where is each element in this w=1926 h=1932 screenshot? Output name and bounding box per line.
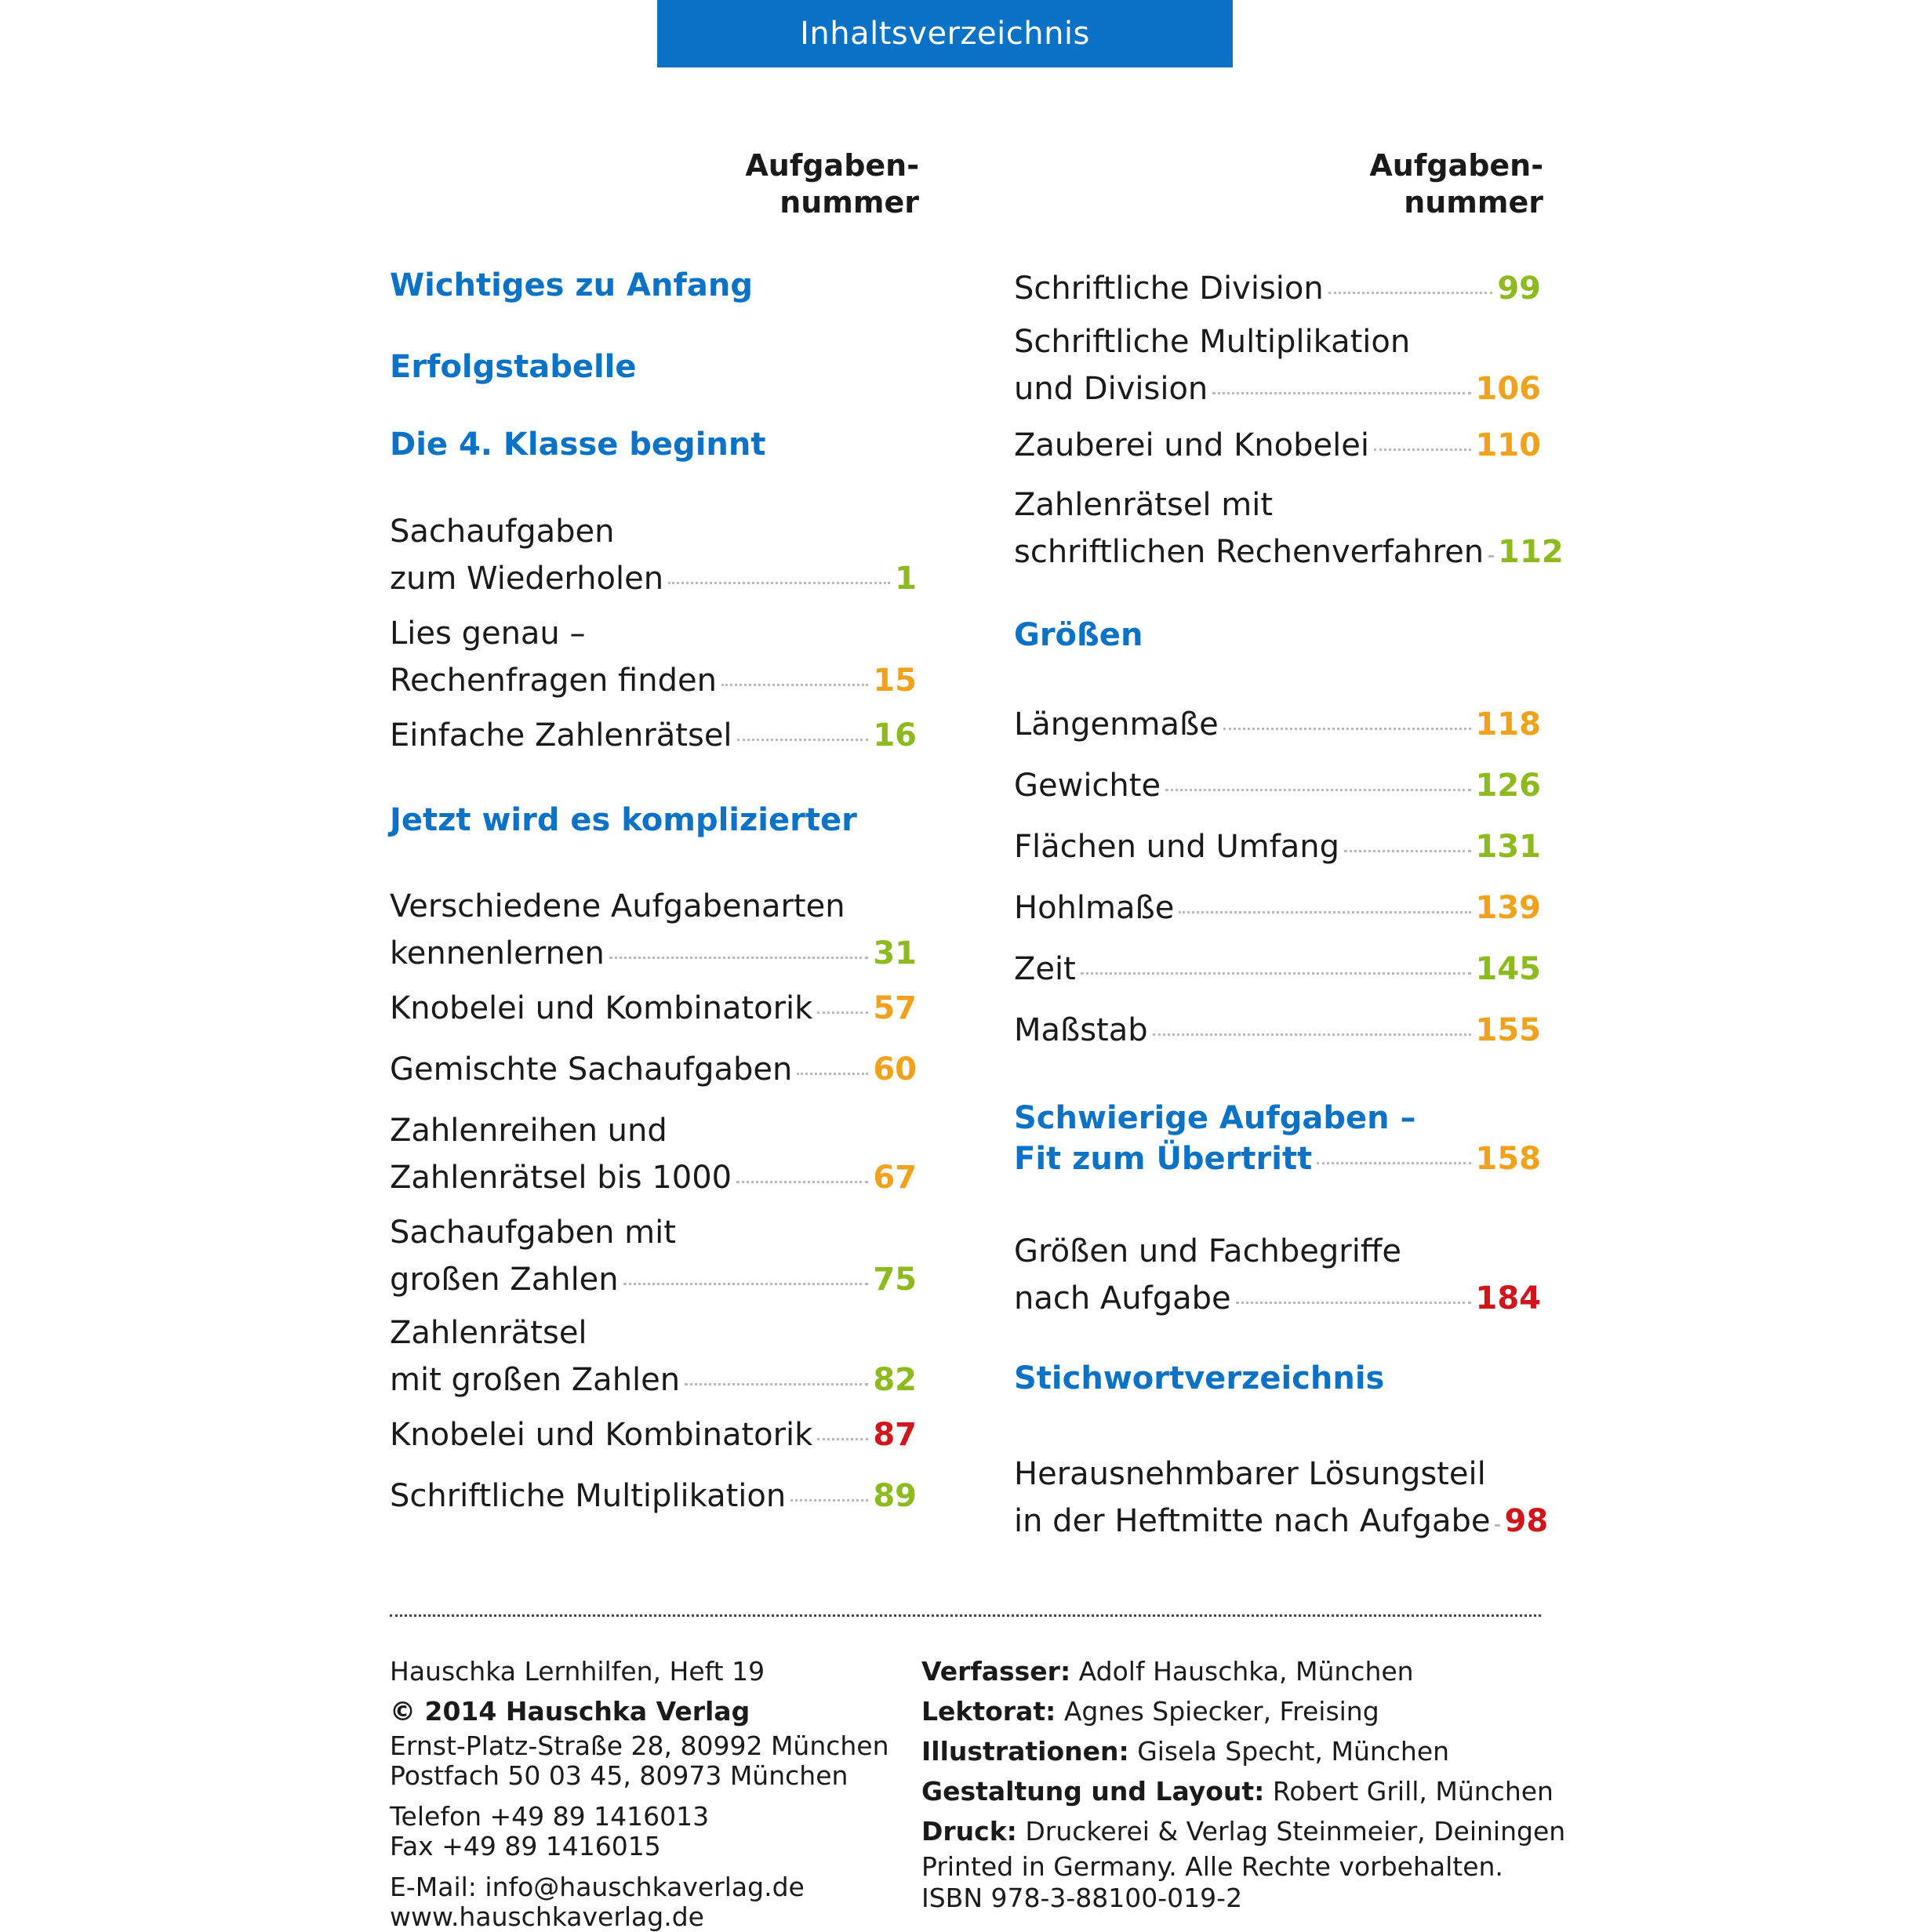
task-number: 57 xyxy=(873,990,917,1026)
toc-entry xyxy=(390,1107,917,1201)
fax-line: Fax +49 89 1416015 xyxy=(390,1831,661,1861)
entry-title: Längenmaße xyxy=(1014,706,1219,743)
toc-entry xyxy=(390,1209,917,1303)
footer-divider xyxy=(390,1614,1541,1617)
entry-row xyxy=(1014,265,1541,312)
section-heading: Jetzt wird es komplizierter xyxy=(390,802,857,838)
entry-row xyxy=(1014,762,1541,809)
task-number: 82 xyxy=(873,1362,917,1398)
toc-entry xyxy=(1014,1228,1541,1322)
entry-title: Gewichte xyxy=(1014,768,1161,804)
copyright-line: © 2014 Hauschka Verlag xyxy=(390,1696,750,1727)
entry-row xyxy=(390,555,917,602)
entry-row xyxy=(390,657,917,704)
page-banner: Inhaltsverzeichnis xyxy=(657,0,1233,67)
task-number: 87 xyxy=(873,1417,917,1453)
entry-title: Maßstab xyxy=(1014,1012,1148,1048)
entry-row xyxy=(390,930,917,977)
entry-row xyxy=(390,1046,917,1093)
entry-row xyxy=(390,712,917,759)
toc-entry xyxy=(1014,422,1541,469)
entry-row xyxy=(390,985,917,1032)
entry-title: nach Aufgabe xyxy=(1014,1280,1231,1316)
credits xyxy=(921,1651,1565,1914)
toc-entry xyxy=(390,1411,917,1458)
entry-row xyxy=(390,1473,917,1520)
task-number: 139 xyxy=(1475,890,1541,926)
left-column-header: Aufgaben- nummer xyxy=(745,148,919,220)
toc-entry xyxy=(390,883,917,977)
task-number: 16 xyxy=(873,717,917,754)
entry-title: schriftlichen Rechenverfahren xyxy=(1014,534,1484,570)
toc-entry xyxy=(1014,318,1541,412)
entry-title: Schriftliche Multiplikation xyxy=(390,1478,787,1514)
toc-entry xyxy=(1014,762,1541,809)
entry-title-line: Sachaufgaben xyxy=(390,514,615,550)
postbox-line: Postfach 50 03 45, 80973 München xyxy=(390,1760,849,1791)
entry-row xyxy=(1014,701,1541,748)
phone-line: Telefon +49 89 1416013 xyxy=(390,1801,710,1832)
section-heading-entry xyxy=(1014,1098,1541,1179)
dot-leader xyxy=(1236,1302,1471,1304)
task-number: 89 xyxy=(873,1478,917,1514)
credit-editor: Lektorat: Agnes Spiecker, Freising xyxy=(921,1696,1379,1727)
task-number: 1 xyxy=(895,561,917,597)
dot-leader xyxy=(1317,1162,1470,1164)
task-number: 67 xyxy=(873,1160,917,1196)
toc-entry xyxy=(1014,265,1541,312)
task-number: 75 xyxy=(873,1262,917,1298)
dot-leader xyxy=(1328,292,1493,294)
dot-leader xyxy=(817,1438,868,1440)
entry-title: mit großen Zahlen xyxy=(390,1362,681,1398)
entry-title: Flächen und Umfang xyxy=(1014,829,1340,865)
entry-title: Zeit xyxy=(1014,951,1076,987)
entry-row xyxy=(1014,946,1541,993)
credit-illustrations: Illustrationen: Gisela Specht, München xyxy=(921,1736,1450,1767)
toc-entry xyxy=(1014,946,1541,993)
entry-title-line: Zahlenrätsel xyxy=(390,1315,587,1351)
dot-leader xyxy=(790,1499,868,1502)
entry-title-line: Sachaufgaben mit xyxy=(390,1215,676,1251)
entry-title: Einfache Zahlenrätsel xyxy=(390,717,732,754)
credit-author: Verfasser: Adolf Hauschka, München xyxy=(921,1656,1414,1687)
section-heading: Die 4. Klasse beginnt xyxy=(390,427,766,463)
isbn-line: ISBN 978-3-88100-019-2 xyxy=(921,1883,1243,1913)
dot-leader xyxy=(737,739,869,741)
task-number: 155 xyxy=(1475,1012,1541,1048)
dot-leader xyxy=(797,1073,868,1075)
task-number: 31 xyxy=(873,935,917,971)
section-heading: Größen xyxy=(1014,617,1143,653)
entry-title: Knobelei und Kombinatorik xyxy=(390,1417,813,1453)
dot-leader xyxy=(668,582,890,584)
entry-row xyxy=(390,1356,917,1404)
entry-title-line: Zahlenreihen und xyxy=(390,1113,667,1149)
dot-leader xyxy=(1179,911,1470,913)
website-line: www.hauschkaverlag.de xyxy=(390,1901,704,1932)
credit-print: Druck: Druckerei & Verlag Steinmeier, Deiningen xyxy=(921,1816,1566,1847)
task-number: 126 xyxy=(1475,768,1541,804)
entry-row xyxy=(390,1154,917,1201)
entry-title: kennenlernen xyxy=(390,935,605,971)
entry-title: zum Wiederholen xyxy=(390,561,664,597)
task-number: 131 xyxy=(1475,829,1541,865)
dot-leader xyxy=(736,1181,868,1183)
dot-leader xyxy=(609,957,869,959)
credit-layout: Gestaltung und Layout: Robert Grill, München xyxy=(921,1776,1554,1807)
entry-row xyxy=(1014,884,1541,932)
entry-row xyxy=(1014,823,1541,870)
dot-leader xyxy=(1344,850,1470,852)
toc-entry xyxy=(1014,481,1564,576)
entry-title: Rechenfragen finden xyxy=(390,663,717,699)
toc-entry xyxy=(1014,1451,1549,1545)
toc-entry xyxy=(1014,823,1541,870)
entry-title: Schriftliche Division xyxy=(1014,271,1324,307)
entry-title-line: Schriftliche Multiplikation xyxy=(1014,324,1411,360)
email-line: E-Mail: info@hauschkaverlag.de xyxy=(390,1872,805,1902)
task-number: 158 xyxy=(1475,1141,1541,1177)
entry-title-line: Größen und Fachbegriffe xyxy=(1014,1233,1402,1269)
entry-row xyxy=(1014,1138,1541,1179)
entry-title: Hohlmaße xyxy=(1014,890,1175,926)
task-number: 15 xyxy=(873,663,917,699)
dot-leader xyxy=(1495,1524,1499,1527)
address-line: Ernst-Platz-Straße 28, 80992 München xyxy=(390,1730,889,1761)
task-number: 118 xyxy=(1475,706,1541,743)
section-heading: Erfolgstabelle xyxy=(390,349,637,385)
task-number: 98 xyxy=(1504,1503,1549,1539)
toc-entry xyxy=(390,1473,917,1520)
dot-leader xyxy=(817,1011,868,1014)
entry-row xyxy=(1014,1275,1541,1322)
toc-entry xyxy=(1014,1007,1541,1054)
rights-line: Printed in Germany. Alle Rechte vorbehalten. xyxy=(921,1851,1503,1882)
entry-row xyxy=(1014,528,1564,576)
publisher-info xyxy=(390,1651,889,1932)
section-heading: Stichwortverzeichnis xyxy=(1014,1360,1385,1396)
dot-leader xyxy=(1212,392,1470,394)
dot-leader xyxy=(1223,728,1471,730)
task-number: 145 xyxy=(1475,951,1541,987)
entry-title: Gemischte Sachaufgaben xyxy=(390,1051,793,1088)
toc-entry xyxy=(390,1309,917,1404)
dot-leader xyxy=(685,1383,868,1385)
entry-title-line: Verschiedene Aufgabenarten xyxy=(390,888,845,924)
entry-row xyxy=(1014,422,1541,469)
dot-leader xyxy=(721,684,868,686)
task-number: 106 xyxy=(1475,371,1541,407)
entry-title-line: Schwierige Aufgaben – xyxy=(1014,1100,1416,1136)
task-number: 110 xyxy=(1475,427,1541,463)
toc-entry xyxy=(390,985,917,1032)
entry-title: Zahlenrätsel bis 1000 xyxy=(390,1160,732,1196)
entry-row xyxy=(390,1256,917,1303)
section-heading: Wichtiges zu Anfang xyxy=(390,267,753,303)
right-column-header: Aufgaben- nummer xyxy=(1369,148,1543,220)
entry-title-line: Herausnehmbarer Lösungsteil xyxy=(1014,1456,1486,1492)
entry-title: großen Zahlen xyxy=(390,1262,619,1298)
entry-title: Fit zum Übertritt xyxy=(1014,1141,1313,1177)
dot-leader xyxy=(1081,972,1471,975)
entry-title-line: Lies genau – xyxy=(390,616,586,652)
dot-leader xyxy=(1165,789,1470,791)
entry-title: und Division xyxy=(1014,371,1208,407)
entry-row xyxy=(1014,365,1541,412)
entry-title: Knobelei und Kombinatorik xyxy=(390,990,813,1026)
entry-row xyxy=(390,1411,917,1458)
series-line: Hauschka Lernhilfen, Heft 19 xyxy=(390,1656,765,1687)
dot-leader xyxy=(1153,1033,1471,1036)
entry-row xyxy=(1014,1498,1549,1545)
task-number: 99 xyxy=(1497,271,1541,307)
toc-entry xyxy=(390,712,917,759)
entry-title: in der Heftmitte nach Aufgabe xyxy=(1014,1503,1491,1539)
entry-title-line: Zahlenrätsel mit xyxy=(1014,487,1274,523)
toc-entry xyxy=(390,1046,917,1093)
toc-entry xyxy=(1014,884,1541,932)
dot-leader xyxy=(623,1283,869,1285)
dot-leader xyxy=(1488,555,1493,557)
toc-entry xyxy=(390,508,917,602)
toc-entry xyxy=(1014,701,1541,748)
entry-title: Zauberei und Knobelei xyxy=(1014,427,1369,463)
task-number: 112 xyxy=(1498,534,1564,570)
dot-leader xyxy=(1374,448,1471,451)
task-number: 184 xyxy=(1475,1280,1541,1316)
toc-entry xyxy=(390,610,917,704)
task-number: 60 xyxy=(873,1051,917,1088)
entry-row xyxy=(1014,1007,1541,1054)
